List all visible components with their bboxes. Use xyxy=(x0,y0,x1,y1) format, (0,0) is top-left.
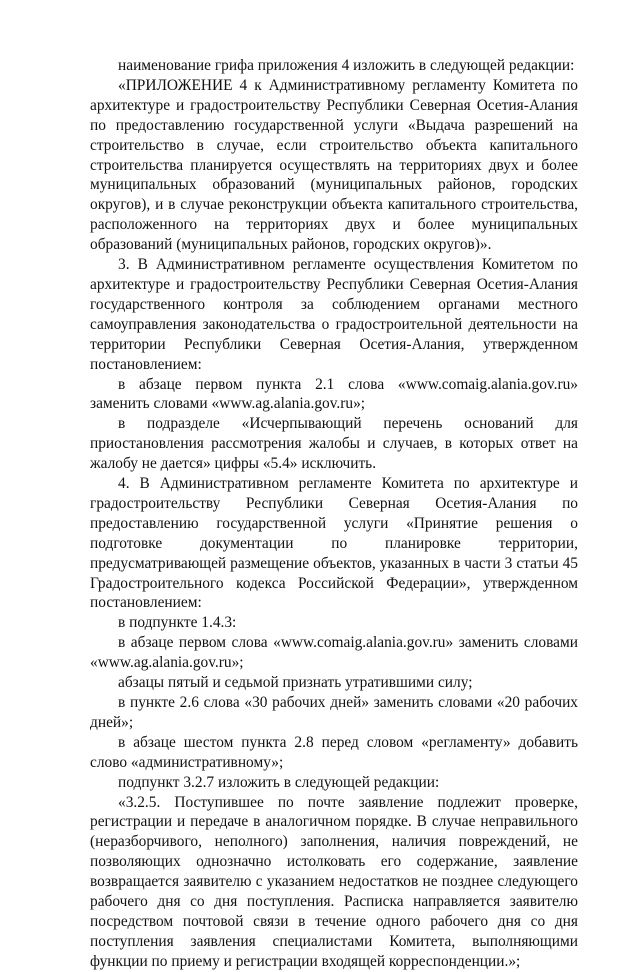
document-paragraph: в подпункте 1.4.3: xyxy=(118,614,237,632)
document-paragraph: в абзаце шестом пункта 2.8 перед словом «регламенту» добавить слово «административному»; xyxy=(90,733,578,771)
document-paragraph: в подразделе «Исчерпывающий перечень оснований для приостановления рассмотрения жалобы и случаев, в которых ответ на жалобу не дается» цифры «5.4» исключить. xyxy=(90,415,578,473)
document-paragraph: 4. В Административном регламенте Комитета по архитектуре и градостроительству Республики Северная Осетия-Алания по предоставлению государственной услуги «Принятие решения о подготовке документации по планировке территории, предусматривающей размещение объектов, указанных в части 3 статьи 45 Градостроительного кодекса Российской Федерации», утвержденном постановлением: xyxy=(90,475,578,612)
document-paragraph: «ПРИЛОЖЕНИЕ 4 к Административному регламенту Комитета по архитектуре и градостроительству Республики Северная Осетия-Алания по предоставлению государственной услуги «Выдача разрешений на строительство в случае, если строительство объекта капитального строительства планируется осуществлять на территориях двух и более муниципальных образований (муниципальных районов, городских округов), и в случае реконструкции объекта капитального строительства, расположенного на территориях двух и более муниципальных образований (муниципальных районов, городских округов)». xyxy=(90,76,578,254)
document-paragraph: в пункте 2.6 слова «30 рабочих дней» заменить словами «20 рабочих дней»; xyxy=(90,694,578,731)
document-paragraph: подпункт 3.2.7 изложить в следующей редакции: xyxy=(118,773,440,791)
document-paragraph: в абзаце первом пункта 2.1 слова «www.comaig.alania.gov.ru» заменить словами «www.ag.alania.gov.ru»; xyxy=(90,375,578,413)
document-paragraph: в абзаце первом слова «www.comaig.alania.gov.ru» заменить словами «www.ag.alania.gov.ru»; xyxy=(90,634,578,672)
document-paragraph: абзацы пятый и седьмой признать утратившими силу; xyxy=(118,674,473,692)
document-paragraph: наименование грифа приложения 4 изложить в следующей редакции: xyxy=(118,57,575,74)
document-paragraph: 3. В Административном регламенте осуществления Комитетом по архитектуре и градостроительству Республики Северная Осетия-Алания государственного контроля за соблюдением органами местного самоуправления законодательства о градостроительной деятельности на территории Республики Северная Осетия-Алания, утвержденном постановлением: xyxy=(90,256,578,373)
document-paragraph: «3.2.5. Поступившее по почте заявление подлежит проверке, регистрации и передаче в аналогичном порядке. В случае неправильного (неразборчивого, неполного) заполнения, наличия повреждений, не позволяющих однозначно истолковать его содержание, заявление возвращается заявителю с указанием недостатков не позднее следующего рабочего дня со дня поступления. Расписка направляется заявителю посредством почтовой связи в течение одного рабочего дня со дня поступления заявления специалистами Комитета, выполняющими функции по приему и регистрации входящей корреспонденции.»; xyxy=(90,793,578,970)
